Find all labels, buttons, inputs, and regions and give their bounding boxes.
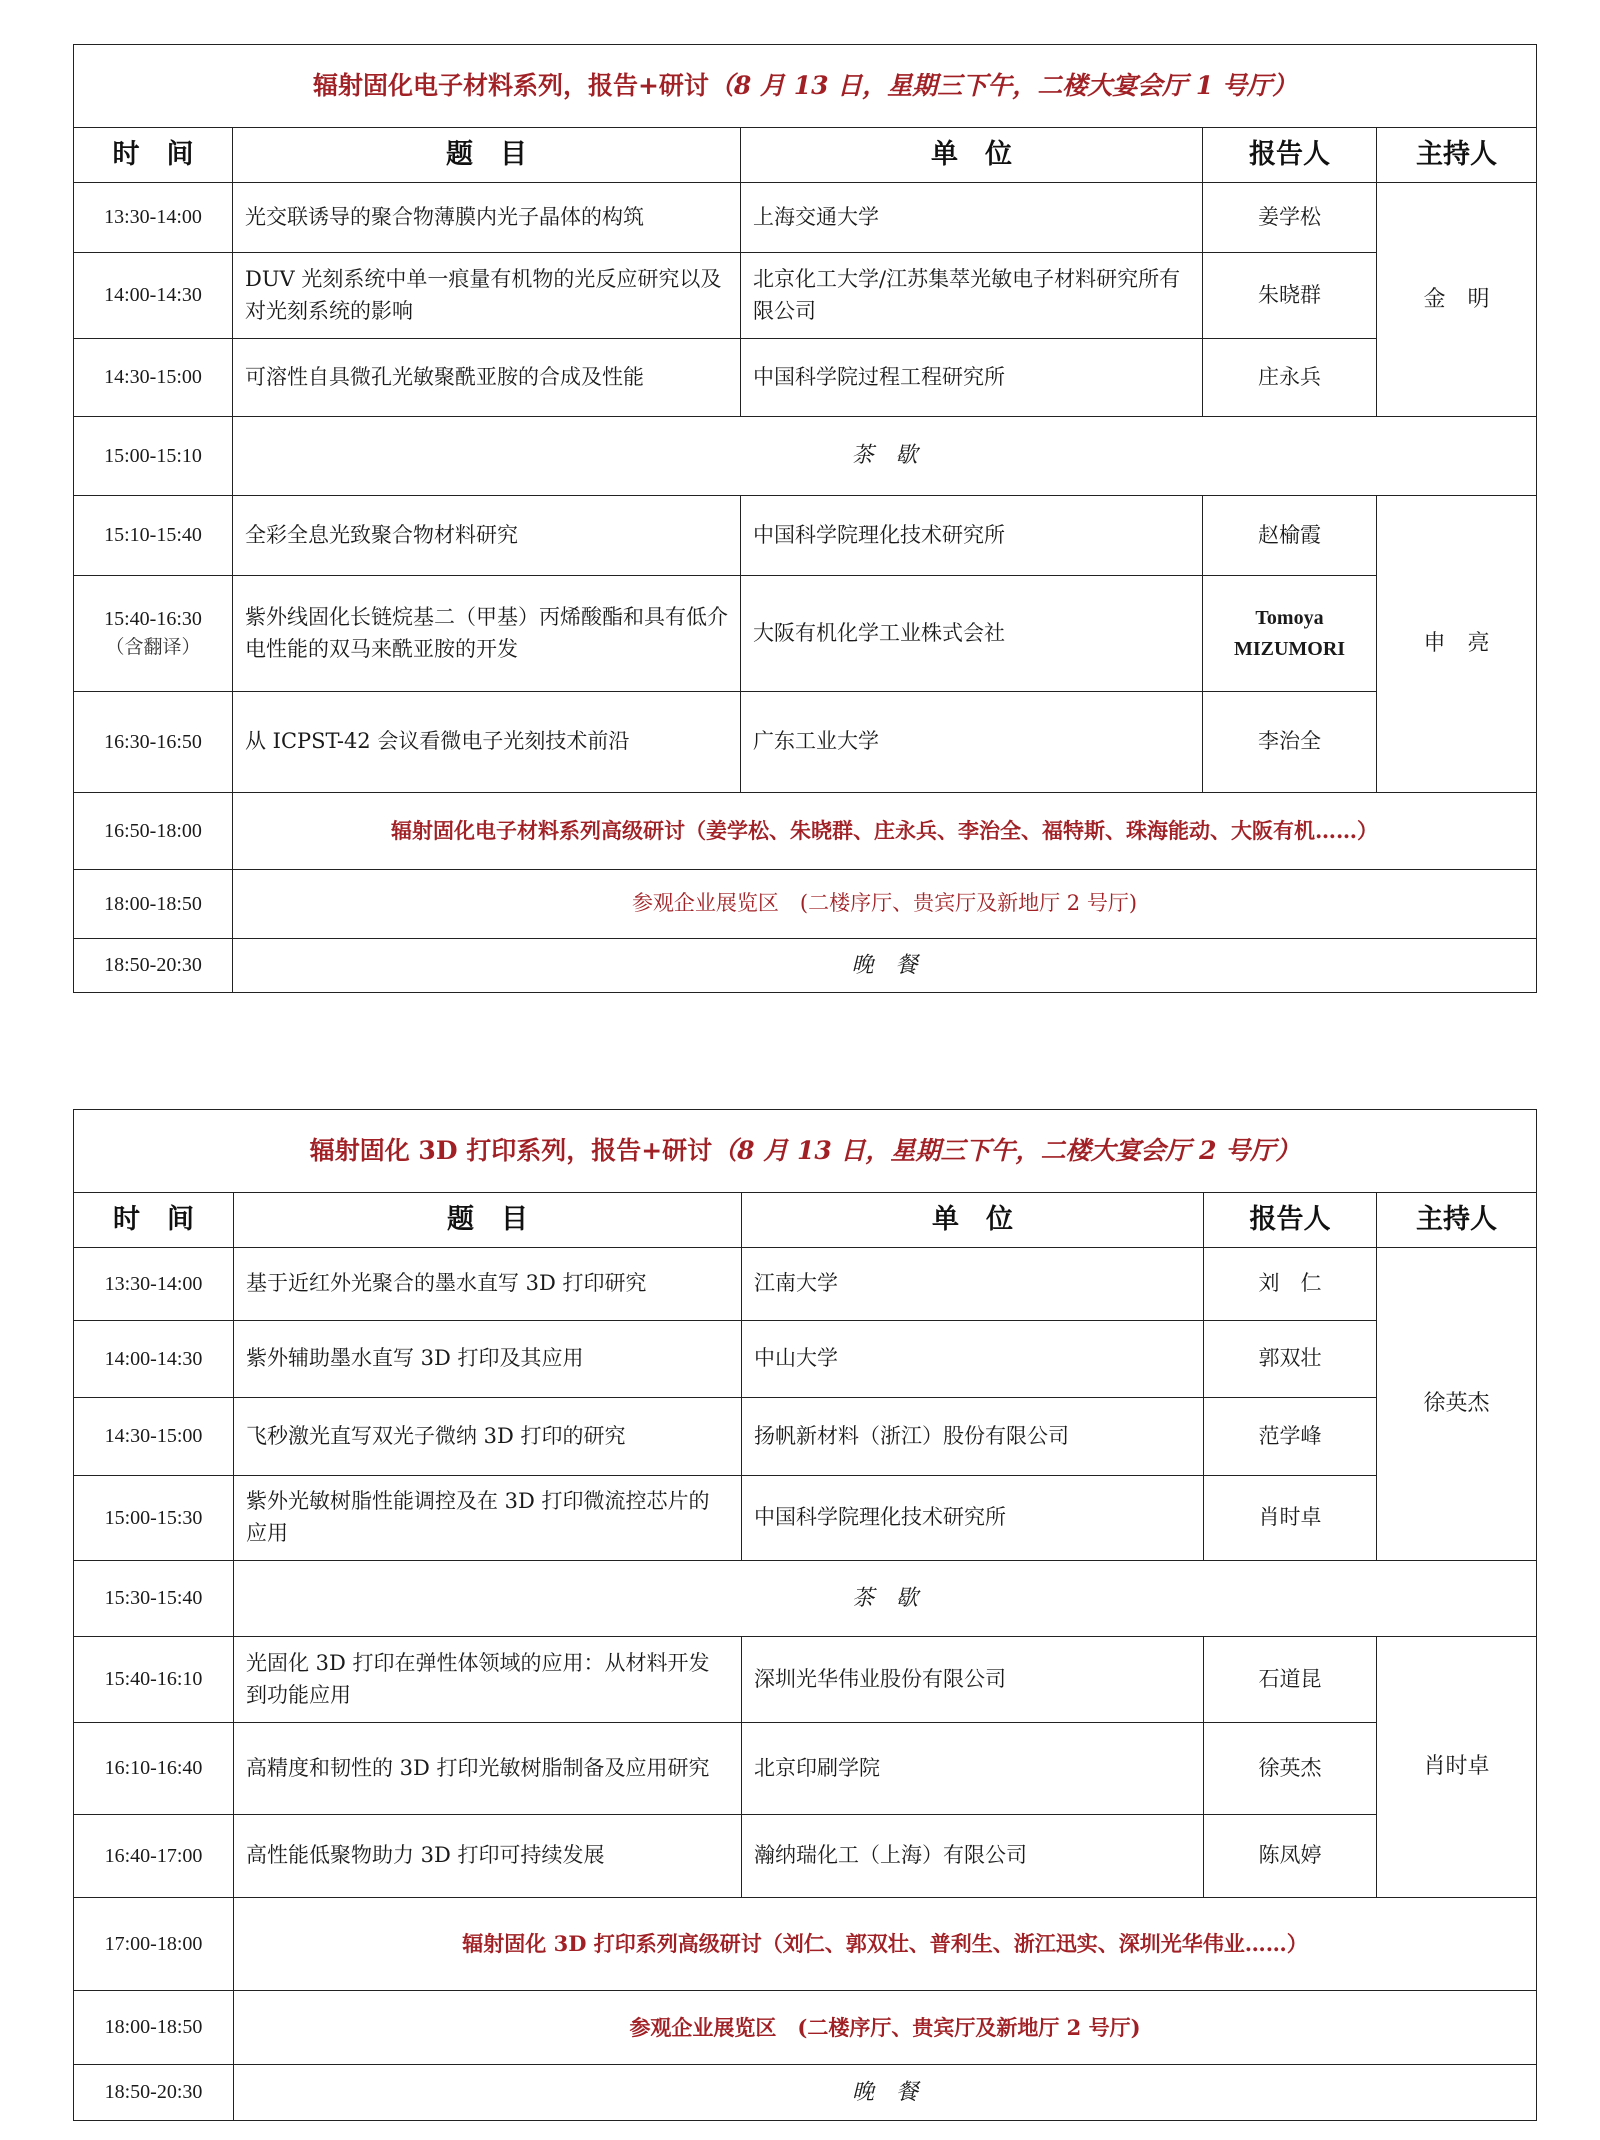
session-time: 15:10-15:40 (74, 496, 233, 576)
header-time: 时 间 (74, 128, 233, 183)
session-unit: 中国科学院理化技术研究所 (742, 1476, 1204, 1561)
break-row (74, 1561, 1537, 1637)
break-time: 15:00-15:10 (74, 417, 233, 496)
session-speaker: 朱晓群 (1203, 253, 1377, 339)
session-time: 15:40-16:10 (74, 1637, 234, 1723)
session-topic: 全彩全息光致聚合物材料研究 (233, 496, 741, 576)
table-header-row (74, 128, 1537, 183)
session-speaker: 肖时卓 (1204, 1476, 1377, 1561)
seminar-time: 16:50-18:00 (74, 793, 233, 870)
seminar-label: 辐射固化电子材料系列高级研讨（姜学松、朱晓群、庄永兵、李治全、福特斯、珠海能动、大阪有机……） (233, 793, 1537, 870)
table-row (74, 692, 1537, 793)
session-unit: 广东工业大学 (741, 692, 1203, 793)
session-unit: 中国科学院过程工程研究所 (741, 339, 1203, 417)
dinner-time: 18:50-20:30 (74, 939, 233, 993)
session-speaker: 庄永兵 (1203, 339, 1377, 417)
session-speaker: 范学峰 (1204, 1398, 1377, 1476)
seminar-row (74, 793, 1537, 870)
session-time: 13:30-14:00 (74, 183, 233, 253)
session-unit: 瀚纳瑞化工（上海）有限公司 (742, 1815, 1204, 1898)
header-host: 主持人 (1377, 128, 1537, 183)
schedule-title-detail: （8 月 13 日，星期三下午，二楼大宴会厅 1 号厅） (708, 71, 1298, 100)
visit-label: 参观企业展览区 (二楼序厅、贵宾厅及新地厅 2 号厅) (234, 1991, 1537, 2065)
table-row (74, 1476, 1537, 1561)
session-topic: 高精度和韧性的 3D 打印光敏树脂制备及应用研究 (234, 1723, 742, 1815)
dinner-row (74, 2065, 1537, 2121)
session-time: 14:30-15:00 (74, 339, 233, 417)
session-time: 16:10-16:40 (74, 1723, 234, 1815)
header-host: 主持人 (1377, 1193, 1537, 1248)
session-topic: 高性能低聚物助力 3D 打印可持续发展 (234, 1815, 742, 1898)
table-row (74, 1815, 1537, 1898)
seminar-row (74, 1898, 1537, 1991)
session-host: 申 亮 (1377, 496, 1537, 793)
session-time: 15:40-16:30 (104, 607, 202, 630)
session-unit: 北京化工大学/江苏集萃光敏电子材料研究所有限公司 (741, 253, 1203, 339)
session-topic: 飞秒激光直写双光子微纳 3D 打印的研究 (234, 1398, 742, 1476)
session-speaker: 赵榆霞 (1203, 496, 1377, 576)
session-speaker: 李治全 (1203, 692, 1377, 793)
schedule-title (74, 1110, 1537, 1193)
session-unit: 中国科学院理化技术研究所 (741, 496, 1203, 576)
visit-time: 18:00-18:50 (74, 1991, 234, 2065)
session-topic: DUV 光刻系统中单一痕量有机物的光反应研究以及对光刻系统的影响 (233, 253, 741, 339)
session-topic: 基于近红外光聚合的墨水直写 3D 打印研究 (234, 1248, 742, 1321)
session-time: 14:00-14:30 (74, 253, 233, 339)
table-row (74, 1248, 1537, 1321)
header-unit: 单 位 (741, 128, 1203, 183)
schedule-title-text: 辐射固化电子材料系列，报告+研讨 (312, 71, 709, 100)
table-row (74, 1398, 1537, 1476)
session-speaker: Tomoya MIZUMORI (1203, 576, 1377, 692)
session-speaker: 郭双壮 (1204, 1321, 1377, 1398)
session-unit: 扬帆新材料（浙江）股份有限公司 (742, 1398, 1204, 1476)
table-row (74, 339, 1537, 417)
schedule-table-3d-printing (73, 1109, 1537, 2121)
session-topic: 可溶性自具微孔光敏聚酰亚胺的合成及性能 (233, 339, 741, 417)
session-unit: 深圳光华伟业股份有限公司 (742, 1637, 1204, 1723)
session-topic: 紫外光敏树脂性能调控及在 3D 打印微流控芯片的应用 (234, 1476, 742, 1561)
dinner-row (74, 939, 1537, 993)
session-speaker: 陈凤婷 (1204, 1815, 1377, 1898)
break-label: 茶 歇 (234, 1561, 1537, 1637)
dinner-label: 晚 餐 (234, 2065, 1537, 2121)
break-time: 15:30-15:40 (74, 1561, 234, 1637)
session-speaker: 石道昆 (1204, 1637, 1377, 1723)
header-topic: 题 目 (234, 1193, 742, 1248)
session-topic: 紫外线固化长链烷基二（甲基）丙烯酸酯和具有低介电性能的双马来酰亚胺的开发 (233, 576, 741, 692)
session-time: 16:30-16:50 (74, 692, 233, 793)
session-time: 14:30-15:00 (74, 1398, 234, 1476)
seminar-time: 17:00-18:00 (74, 1898, 234, 1991)
table-row (74, 183, 1537, 253)
break-label: 茶 歇 (233, 417, 1537, 496)
visit-time: 18:00-18:50 (74, 870, 233, 939)
seminar-label: 辐射固化 3D 打印系列高级研讨（刘仁、郭双壮、普利生、浙江迅实、深圳光华伟业……） (234, 1898, 1537, 1991)
session-unit: 上海交通大学 (741, 183, 1203, 253)
table-row (74, 1637, 1537, 1723)
header-unit: 单 位 (742, 1193, 1204, 1248)
session-time-cell (74, 576, 233, 692)
header-topic: 题 目 (233, 128, 741, 183)
session-unit: 大阪有机化学工业株式会社 (741, 576, 1203, 692)
session-time-note: （含翻译） (105, 637, 201, 659)
table-header-row (74, 1193, 1537, 1248)
visit-row (74, 870, 1537, 939)
schedule-title (74, 45, 1537, 128)
table-row (74, 253, 1537, 339)
session-time: 16:40-17:00 (74, 1815, 234, 1898)
session-host: 徐英杰 (1377, 1248, 1537, 1561)
session-speaker: 姜学松 (1203, 183, 1377, 253)
visit-label: 参观企业展览区 (二楼序厅、贵宾厅及新地厅 2 号厅) (233, 870, 1537, 939)
session-topic: 光交联诱导的聚合物薄膜内光子晶体的构筑 (233, 183, 741, 253)
table-row (74, 1723, 1537, 1815)
session-unit: 江南大学 (742, 1248, 1204, 1321)
session-unit: 北京印刷学院 (742, 1723, 1204, 1815)
session-time: 13:30-14:00 (74, 1248, 234, 1321)
session-time: 14:00-14:30 (74, 1321, 234, 1398)
session-topic: 光固化 3D 打印在弹性体领域的应用：从材料开发到功能应用 (234, 1637, 742, 1723)
dinner-time: 18:50-20:30 (74, 2065, 234, 2121)
schedule-table-electronic-materials (73, 44, 1537, 993)
header-speaker: 报告人 (1203, 128, 1377, 183)
session-unit: 中山大学 (742, 1321, 1204, 1398)
session-speaker: 徐英杰 (1204, 1723, 1377, 1815)
header-speaker: 报告人 (1204, 1193, 1377, 1248)
table-row (74, 496, 1537, 576)
table-row (74, 1321, 1537, 1398)
table-row (74, 576, 1537, 692)
visit-row (74, 1991, 1537, 2065)
header-time: 时 间 (74, 1193, 234, 1248)
session-topic: 从 ICPST-42 会议看微电子光刻技术前沿 (233, 692, 741, 793)
break-row (74, 417, 1537, 496)
session-speaker: 刘 仁 (1204, 1248, 1377, 1321)
session-time: 15:00-15:30 (74, 1476, 234, 1561)
session-host: 金 明 (1377, 183, 1537, 417)
session-topic: 紫外辅助墨水直写 3D 打印及其应用 (234, 1321, 742, 1398)
dinner-label: 晚 餐 (233, 939, 1537, 993)
schedule-title-detail: （8 月 13 日，星期三下午，二楼大宴会厅 2 号厅） (712, 1136, 1301, 1165)
schedule-title-text: 辐射固化 3D 打印系列，报告+研讨 (309, 1136, 713, 1165)
session-host: 肖时卓 (1377, 1637, 1537, 1898)
